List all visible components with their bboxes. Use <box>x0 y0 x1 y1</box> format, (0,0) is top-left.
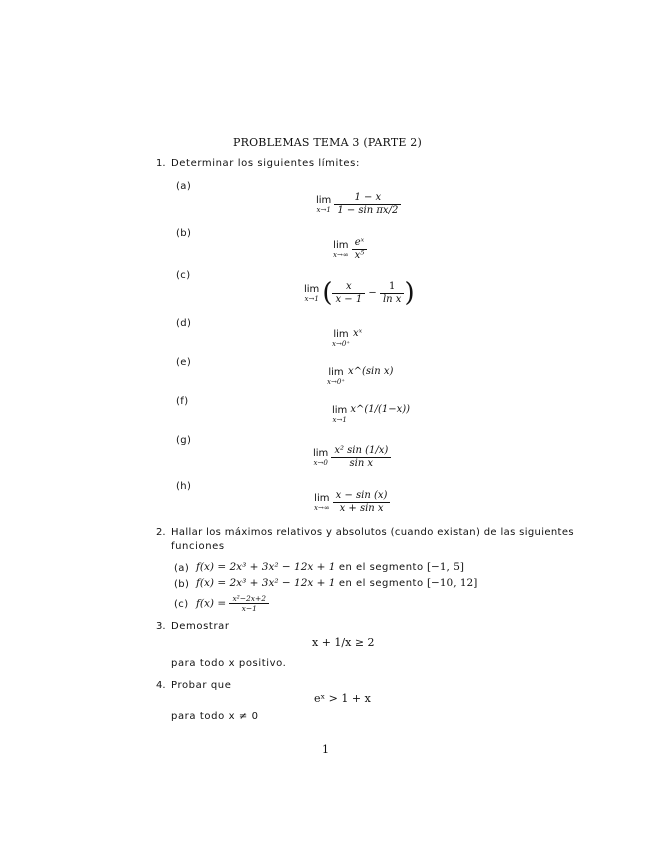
item-1g-label: (g) <box>176 435 192 446</box>
denominator-1: x − 1 <box>335 293 363 305</box>
problem-3-number: 3. <box>156 621 166 632</box>
numerator: x²−2x+2 <box>229 594 269 604</box>
lim-subscript: x→0 <box>313 459 328 467</box>
function: f(x) = 2x³ + 3x² − 12x + 1 <box>196 561 336 573</box>
limit-1d <box>332 328 362 348</box>
minus-sign: − <box>368 287 377 299</box>
denominator: x + sin x <box>339 503 384 514</box>
item-1e-label: (e) <box>176 357 192 368</box>
problem-4-number: 4. <box>156 680 166 691</box>
page-number: 1 <box>322 743 329 756</box>
problem-2-statement-line-1: Hallar los máximos relativos y absolutos (cuando existan) de las siguientes <box>171 527 574 538</box>
interval: [−1, 5] <box>426 561 464 573</box>
denominator: 1 − sin πx/2 <box>337 205 399 216</box>
numerator: x − sin (x) <box>333 490 391 503</box>
item-1b-label: (b) <box>176 228 192 239</box>
problem-2-number: 2. <box>156 527 166 538</box>
denominator: sin x <box>349 458 374 469</box>
lim-word: lim <box>316 195 332 206</box>
expression: x^(1/(1−x)) <box>350 404 411 415</box>
problem-4-footer: para todo x ≠ 0 <box>171 711 259 722</box>
item-1c-label: (c) <box>176 270 191 281</box>
lim-subscript: x→∞ <box>314 504 330 512</box>
lim-word: lim <box>332 405 348 416</box>
denominator: x−1 <box>241 604 257 613</box>
item-1f-label: (f) <box>176 396 189 407</box>
lim-subscript: x→0⁺ <box>332 340 350 348</box>
item-2b-content <box>196 577 477 589</box>
lim-subscript: x→1 <box>316 206 331 214</box>
limit-1e <box>327 366 393 386</box>
lim-subscript: x→1 <box>332 416 347 424</box>
inequality-3: x + 1/x ≥ 2 <box>312 636 375 649</box>
lim-word: lim <box>328 367 344 378</box>
lim-word: lim <box>313 448 329 459</box>
item-2b-label: (b) <box>174 579 190 590</box>
item-2a-label: (a) <box>174 563 190 574</box>
limit-1g <box>313 445 391 470</box>
page-title: PROBLEMAS TEMA 3 (PARTE 2) <box>233 136 422 149</box>
lim-word: lim <box>333 329 349 340</box>
expression: xˣ <box>352 328 363 339</box>
lim-subscript: x→1 <box>304 294 319 303</box>
segment-text: en el segmento <box>338 578 424 589</box>
denominator-2: ln x <box>382 293 402 305</box>
item-1h-label: (h) <box>176 481 192 492</box>
function: f(x) = 2x³ + 3x² − 12x + 1 <box>196 577 336 589</box>
problem-2-statement-line-2: funciones <box>171 541 225 552</box>
segment-text: en el segmento <box>338 562 424 573</box>
inequality-4: eˣ > 1 + x <box>314 692 371 705</box>
item-1a-label: (a) <box>176 181 192 192</box>
item-2c-content <box>196 594 269 613</box>
numerator: 1 − x <box>334 192 401 205</box>
numerator-1: x <box>332 281 365 294</box>
problem-1-number: 1. <box>156 158 166 169</box>
problem-1-statement: Determinar los siguientes límites: <box>171 158 360 169</box>
interval: [−10, 12] <box>426 577 478 589</box>
limit-1a <box>316 192 401 217</box>
denominator: x⁵ <box>354 250 365 261</box>
numerator: x² sin (1/x) <box>331 445 391 458</box>
numerator-2: 1 <box>380 281 404 294</box>
problem-3-footer: para todo x positivo. <box>171 658 287 669</box>
lim-subscript: x→0⁺ <box>327 378 345 386</box>
function-lhs: f(x) = <box>196 597 227 610</box>
limit-1h <box>314 490 390 515</box>
lim-word: lim <box>333 240 349 251</box>
item-2a-content <box>196 561 464 573</box>
lim-subscript: x→∞ <box>333 251 349 259</box>
limit-1b <box>333 237 367 262</box>
expression: x^(sin x) <box>347 366 394 377</box>
limit-1f <box>332 404 410 424</box>
lim-word: lim <box>304 283 320 295</box>
numerator: eˣ <box>352 237 368 250</box>
problem-3-statement: Demostrar <box>171 621 230 632</box>
item-1d-label: (d) <box>176 318 192 329</box>
limit-1c: lim x→1 ( $\frac{x}{x - 1}$ − $\frac{1}{\text{ln x}}$ ) <box>304 278 415 308</box>
lim-word: lim <box>314 493 330 504</box>
item-2c-label: (c) <box>174 599 189 610</box>
problem-4-statement: Probar que <box>171 680 232 691</box>
